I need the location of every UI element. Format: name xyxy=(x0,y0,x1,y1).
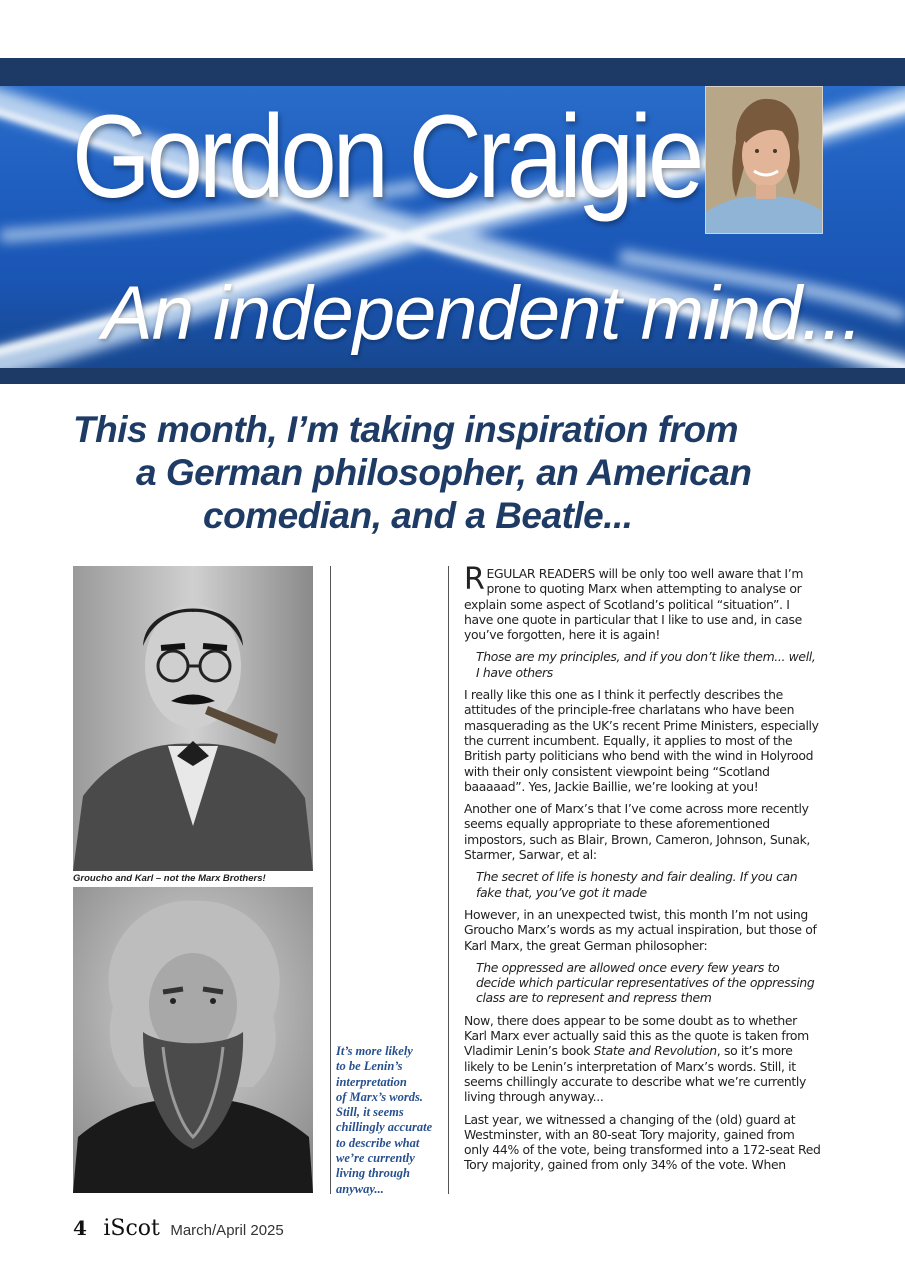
standfirst-line: comedian, and a Beatle... xyxy=(203,495,633,536)
article-body xyxy=(464,562,822,1180)
quote-block: Those are my principles, and if you don’t like them... well, I have others xyxy=(476,649,816,680)
drop-cap: R xyxy=(464,562,485,597)
quote-block: The oppressed are allowed once every few years to decide which particular representatives of the oppressing class are to represent and repress them xyxy=(476,959,815,1006)
columnist-name: Gordon Craigie xyxy=(72,91,700,223)
pull-quote-line: to be Lenin’s xyxy=(336,1059,403,1074)
article-paragraph: Now, there does appear to be some doubt as to whether Karl Marx ever actually said this as the quote is taken from Vladimir Lenin’s book State and Revolution, so it’s more likely to be Lenin’s interpretation of Marx’s words. Still, it seems chillingly accurate to describe what we’re currently living through anyway... xyxy=(464,1012,809,1105)
pull-quote-line: to describe what xyxy=(336,1135,420,1150)
page-footer xyxy=(73,1216,284,1241)
pull-quote-line: It’s more likely xyxy=(336,1044,413,1058)
karl-marx-photo xyxy=(73,887,313,1193)
photo-caption: Groucho and Karl – not the Marx Brothers! xyxy=(73,873,266,884)
article-paragraph: REGULAR READERS will be only too well aware that I’m prone to quoting Marx when attempting to analyse or explain some aspect of Scotland’s political “situation”. I have one quote in particular that I like to use and, in case you’ve forgotten, here it is again! xyxy=(464,562,804,643)
pull-quote-line: we’re currently xyxy=(336,1151,415,1166)
page-number: 4 xyxy=(73,1216,87,1240)
standfirst xyxy=(0,408,905,537)
pull-quote xyxy=(336,1044,440,1197)
column-divider xyxy=(448,566,449,1194)
article-paragraph: However, in an unexpected twist, this month I’m not using Groucho Marx’s words as my actual inspiration, but those of Karl Marx, the great German philosopher: xyxy=(464,906,817,953)
article-paragraph: Last year, we witnessed a changing of the (old) guard at Westminster, with an 80-seat Tory majority, gained from only 44% of the vote, being transformed into a 172-seat Red Tory majority, gained from only 34% of the vote. When xyxy=(464,1111,821,1173)
book-title: State and Revolution xyxy=(593,1043,717,1059)
standfirst-line: a German philosopher, an American xyxy=(136,452,752,493)
article-paragraph: I really like this one as I think it perfectly describes the attitudes of the principle-free charlatans who have been masquerading as the UK’s recent Prime Ministers, especially the current incumbent. Equally, it applies to most of the British party politicians who bend with the wind in Holyrood with their only consistent viewpoint being “Scotland baaaaad”. Yes, Jackie Baillie, we’re looking at you! xyxy=(464,687,819,794)
pull-quote-line: chillingly accurate xyxy=(336,1120,433,1135)
groucho-marx-photo xyxy=(73,566,313,871)
pull-quote-line: interpretation xyxy=(336,1074,407,1089)
article-paragraph: Another one of Marx’s that I’ve come across more recently seems equally appropriate to these aforementioned impostors, such as Blair, Brown, Cameron, Johnson, Sunak, Starmer, Sarwar, et al: xyxy=(464,801,811,863)
column-divider xyxy=(330,566,331,1194)
magazine-logo: iScot xyxy=(103,1216,160,1241)
quote-block: The secret of life is honesty and fair dealing. If you can fake that, you’ve got it made xyxy=(476,869,798,900)
columnist-portrait xyxy=(705,86,823,234)
issue-date: March/April 2025 xyxy=(170,1222,284,1239)
pull-quote-line: of Marx’s words. xyxy=(336,1089,423,1104)
standfirst-line: This month, I’m taking inspiration from xyxy=(73,409,739,450)
column-tagline: An independent mind... xyxy=(102,271,862,356)
pull-quote-line: Still, it seems xyxy=(336,1105,404,1120)
pull-quote-line: anyway... xyxy=(336,1181,384,1196)
pull-quote-line: living through xyxy=(336,1166,410,1181)
